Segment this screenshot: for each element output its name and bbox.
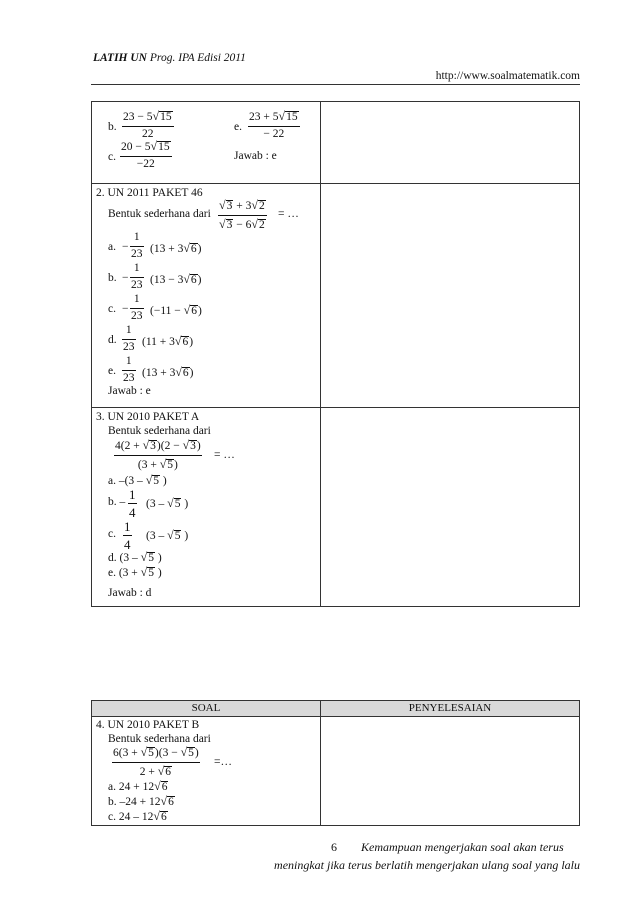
option-e: e. (3 + √5 ) bbox=[108, 565, 162, 579]
question-title: 3. UN 2010 PAKET A bbox=[96, 411, 200, 423]
header-title: LATIH UN Prog. IPA Edisi 2011 bbox=[93, 52, 246, 64]
option-label: a. bbox=[108, 241, 116, 253]
question-block-1 bbox=[91, 101, 580, 184]
option-label: b. bbox=[108, 272, 117, 284]
header-url: http://www.soalmatematik.com bbox=[435, 70, 580, 82]
option-sign: − bbox=[122, 272, 129, 284]
option-c-expr: (3 – √5 ) bbox=[146, 528, 189, 542]
answer-text: Jawab : d bbox=[108, 587, 152, 599]
header-rule bbox=[91, 84, 580, 85]
question-block-4 bbox=[91, 716, 580, 826]
option-c-fraction: $\frac{20 - 5√15}{-22}$ bbox=[121, 139, 170, 170]
option-d: d. (3 – √5 ) bbox=[108, 550, 162, 564]
option-fraction: $\frac{1}{23}$ bbox=[123, 324, 135, 353]
question-title: 2. UN 2011 PAKET 46 bbox=[96, 187, 203, 199]
answer-text: Jawab : e bbox=[108, 385, 151, 397]
column-penyelesaian: PENYELESAIAN bbox=[408, 702, 492, 714]
option-fraction: $\frac{1}{23}$ bbox=[131, 293, 143, 322]
answer-text: Jawab : e bbox=[234, 150, 277, 162]
question-title: 4. UN 2010 PAKET B bbox=[96, 719, 200, 731]
question-fraction: $\frac{4(2 + √3)(2 - √3)}{(3 + √5)}$ bbox=[115, 438, 201, 471]
option-label: d. bbox=[108, 334, 117, 346]
question-block-2 bbox=[91, 183, 580, 408]
option-b-label: b. bbox=[108, 121, 117, 133]
question-fraction: $\frac{√3 + 3√2}{√3 - 6√2}$ bbox=[219, 198, 265, 231]
option-a: a. –(3 – √5 ) bbox=[108, 473, 167, 487]
option-expression: (13 + 3√6) bbox=[142, 365, 194, 379]
option-b-fraction: $\frac{23 - 5√15}{22}$ bbox=[123, 109, 172, 140]
table-header bbox=[91, 700, 580, 717]
option-fraction: $\frac{1}{23}$ bbox=[123, 355, 135, 384]
option-label: e. bbox=[108, 365, 116, 377]
option-fraction: $\frac{1}{23}$ bbox=[131, 231, 143, 260]
option-b: b. –24 + 12√6 bbox=[108, 794, 174, 808]
option-c-label: c. bbox=[108, 528, 116, 540]
footer-motto-1: Kemampuan mengerjakan soal akan terus bbox=[361, 840, 564, 854]
question-tail: = … bbox=[278, 208, 299, 220]
option-expression: (−11 − √6) bbox=[150, 303, 202, 317]
option-label: c. bbox=[108, 303, 116, 315]
option-b-fraction: $\frac{1}{4}$ bbox=[129, 487, 136, 520]
option-sign: − bbox=[122, 241, 129, 253]
question-block-3 bbox=[91, 407, 580, 607]
column-soal: SOAL bbox=[92, 701, 321, 716]
page-number: 6 bbox=[331, 840, 337, 854]
option-e-label: e. bbox=[234, 121, 242, 133]
question-tail: =… bbox=[214, 756, 232, 768]
option-expression: (11 + 3√6) bbox=[142, 334, 194, 348]
question-prompt: Bentuk sederhana dari bbox=[108, 733, 211, 745]
option-c-label: c. bbox=[108, 151, 116, 163]
option-expression: (13 − 3√6) bbox=[150, 272, 202, 286]
question-prompt: Bentuk sederhana dari bbox=[108, 425, 211, 437]
question-fraction: $\frac{6(3 + √5)(3 - √5)}{2 + √6}$ bbox=[113, 745, 199, 778]
option-expression: (13 + 3√6) bbox=[150, 241, 202, 255]
footer-line-2: meningkat jika terus berlatih mengerjakan ulang soal yang lalu bbox=[274, 858, 580, 872]
option-e-fraction: $\frac{23 + 5√15}{- 22}$ bbox=[249, 109, 298, 140]
option-c-fraction: $\frac{1}{4}$ bbox=[124, 519, 131, 552]
question-tail: = … bbox=[214, 449, 235, 461]
option-sign: − bbox=[122, 303, 129, 315]
option-b-label: b. – bbox=[108, 496, 126, 508]
option-a: a. 24 + 12√6 bbox=[108, 779, 168, 793]
option-b-expr: (3 – √5 ) bbox=[146, 496, 189, 510]
option-c: c. 24 – 12√6 bbox=[108, 809, 167, 823]
footer-line-1 bbox=[331, 840, 564, 855]
question-prompt: Bentuk sederhana dari bbox=[108, 208, 211, 220]
option-fraction: $\frac{1}{23}$ bbox=[131, 262, 143, 291]
